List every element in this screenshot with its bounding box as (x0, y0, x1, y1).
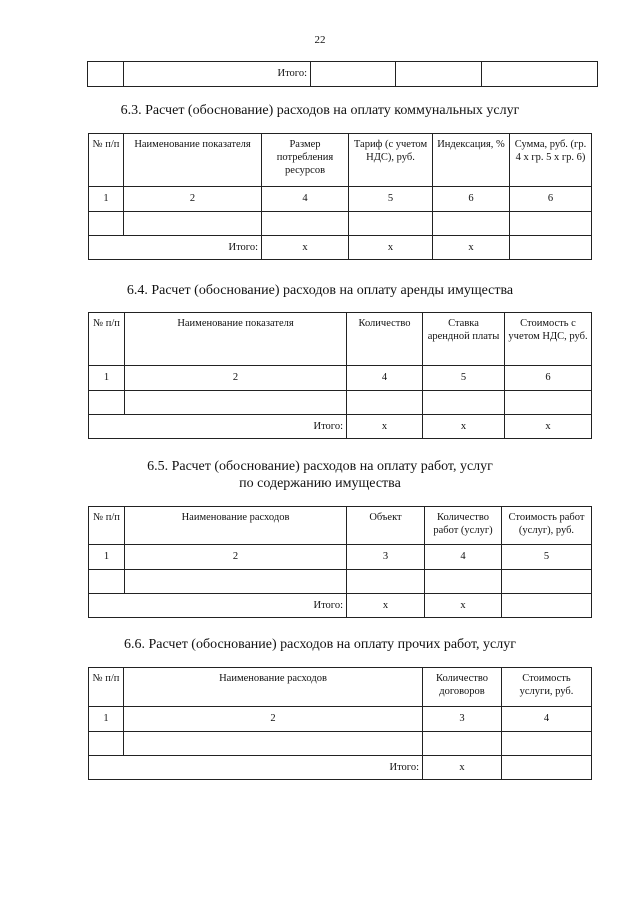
column-number-row (89, 707, 592, 732)
table-total-row (88, 62, 598, 87)
column-number-row (89, 545, 592, 570)
column-header: Размер потребления ресурсов (262, 134, 349, 187)
column-number: 4 (347, 366, 423, 391)
total-label: Итого: (124, 62, 311, 87)
page-number: 22 (314, 34, 326, 46)
column-number: 5 (423, 366, 505, 391)
column-number-row (89, 187, 592, 212)
table-header-row (89, 668, 592, 707)
table-total-row (89, 236, 592, 260)
column-number: 6 (505, 366, 592, 391)
table-header-row (89, 507, 592, 545)
table-other-services (88, 667, 592, 780)
column-number: 2 (124, 187, 262, 212)
column-number: 3 (423, 707, 502, 732)
column-header: Тариф (с учетом НДС), руб. (349, 134, 433, 187)
column-number: 1 (89, 545, 125, 570)
column-number: 4 (502, 707, 592, 732)
section-heading-line: 6.5. Расчет (обоснование) расходов на оплату работ, услуг (147, 459, 493, 474)
table-total-row (89, 415, 592, 439)
total-label: Итого: (89, 756, 423, 780)
total-value: x (425, 594, 502, 618)
section-heading-6-5 (0, 458, 640, 492)
column-number: 6 (510, 187, 592, 212)
total-label: Итого: (89, 415, 347, 439)
total-value: x (347, 415, 423, 439)
column-number: 4 (425, 545, 502, 570)
column-header: Объект (347, 507, 425, 545)
table-row-empty (89, 391, 592, 415)
column-header: Стоимость с учетом НДС, руб. (505, 313, 592, 366)
table-maintenance (88, 506, 592, 618)
column-number: 5 (349, 187, 433, 212)
total-value: x (433, 236, 510, 260)
column-header: Наименование расходов (124, 668, 423, 707)
table-row-empty (89, 212, 592, 236)
column-header: Наименование показателя (125, 313, 347, 366)
total-value: x (347, 594, 425, 618)
column-header: Стоимость работ (услуг), руб. (502, 507, 592, 545)
total-value (502, 756, 592, 780)
total-label: Итого: (89, 594, 347, 618)
total-value (502, 594, 592, 618)
column-number: 2 (124, 707, 423, 732)
table-total-row (89, 756, 592, 780)
total-value: x (262, 236, 349, 260)
column-number: 1 (89, 187, 124, 212)
table-header-row (89, 134, 592, 187)
column-number: 2 (125, 366, 347, 391)
table-row-empty (89, 732, 592, 756)
total-label: Итого: (89, 236, 262, 260)
total-value: x (423, 415, 505, 439)
table-row-empty (89, 570, 592, 594)
total-value: x (349, 236, 433, 260)
column-header: № п/п (89, 507, 125, 545)
column-header: № п/п (89, 668, 124, 707)
continued-table (87, 61, 598, 87)
column-number: 4 (262, 187, 349, 212)
total-value: x (505, 415, 592, 439)
section-heading-6-6: 6.6. Расчет (обоснование) расходов на оплату прочих работ, услуг (124, 637, 516, 652)
column-number: 1 (89, 707, 124, 732)
column-header: Стоимость услуги, руб. (502, 668, 592, 707)
column-number: 2 (125, 545, 347, 570)
table-rent (88, 312, 592, 439)
column-header: Индексация, % (433, 134, 510, 187)
table-total-row (89, 594, 592, 618)
column-number-row (89, 366, 592, 391)
column-header: Сумма, руб. (гр. 4 x гр. 5 x гр. 6) (510, 134, 592, 187)
column-number: 5 (502, 545, 592, 570)
column-number: 1 (89, 366, 125, 391)
section-heading-6-3: 6.3. Расчет (обоснование) расходов на оплату коммунальных услуг (120, 103, 520, 118)
column-number: 3 (347, 545, 425, 570)
column-header: Количество работ (услуг) (425, 507, 502, 545)
column-header: Ставка арендной платы (423, 313, 505, 366)
total-value (510, 236, 592, 260)
column-header: № п/п (89, 134, 124, 187)
total-value: x (423, 756, 502, 780)
column-header: Наименование показателя (124, 134, 262, 187)
section-heading-6-4: 6.4. Расчет (обоснование) расходов на оплату аренды имущества (126, 283, 514, 298)
table-utilities (88, 133, 592, 260)
column-header: Наименование расходов (125, 507, 347, 545)
column-header: № п/п (89, 313, 125, 366)
section-heading-line: по содержанию имущества (239, 476, 401, 491)
column-header: Количество (347, 313, 423, 366)
column-number: 6 (433, 187, 510, 212)
table-header-row (89, 313, 592, 366)
column-header: Количество договоров (423, 668, 502, 707)
